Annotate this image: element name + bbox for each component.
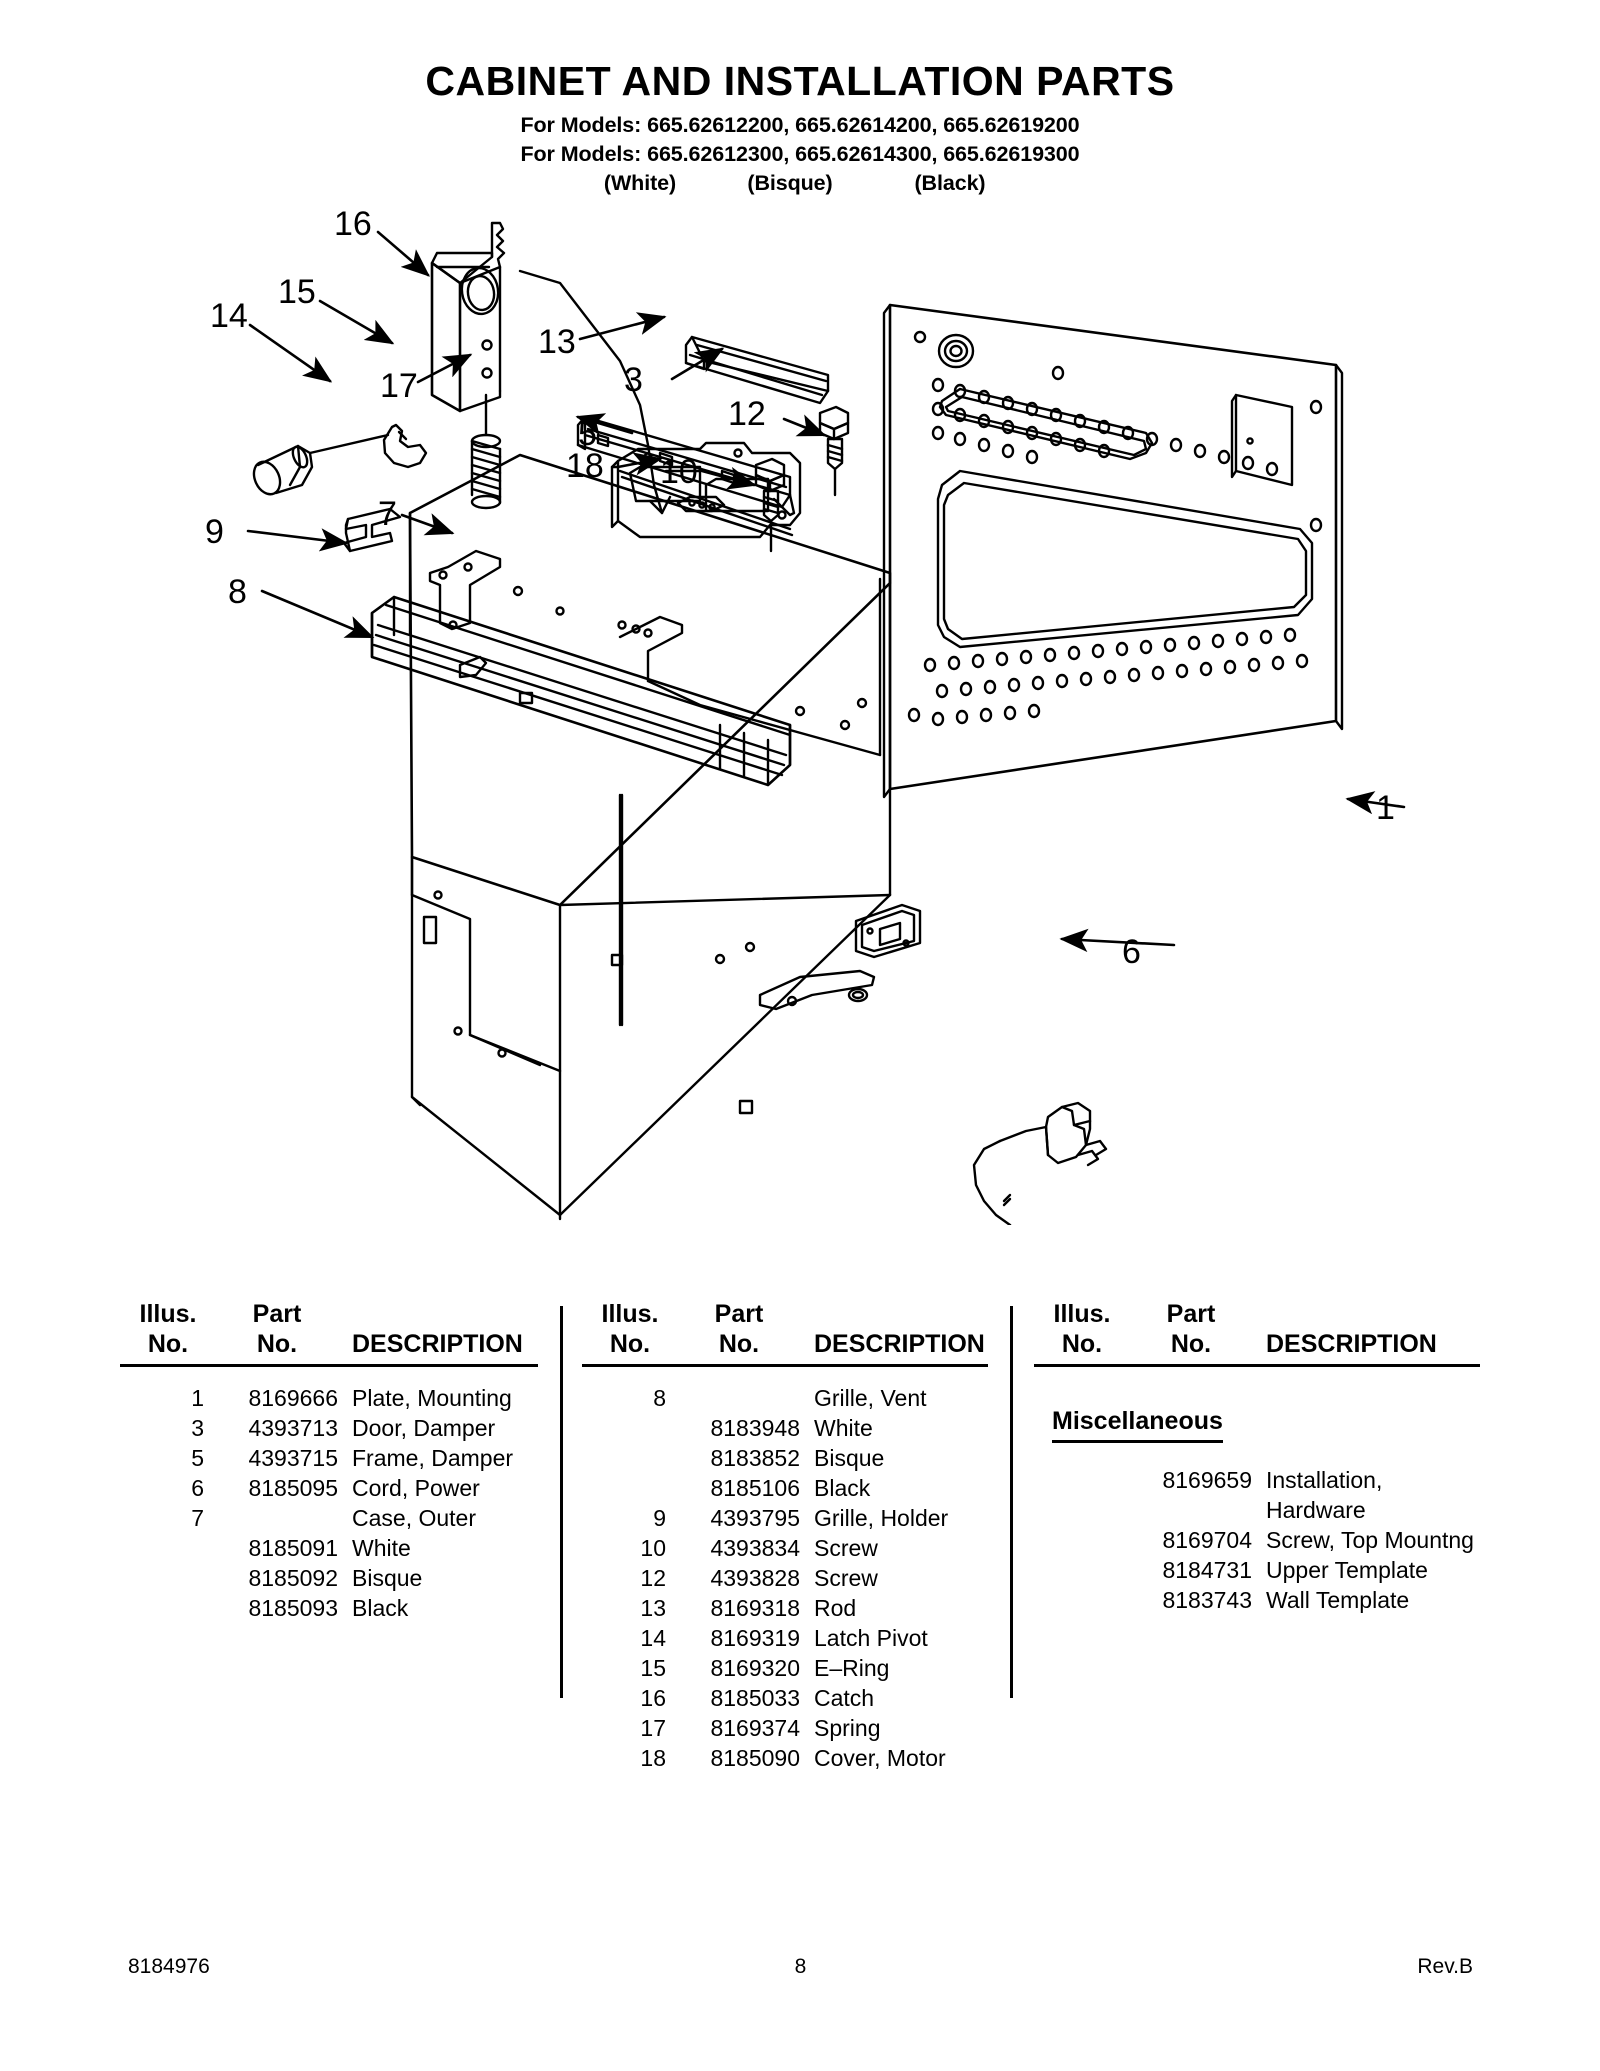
leader-12 bbox=[784, 419, 824, 435]
cell-part-no: 4393715 bbox=[248, 1445, 338, 1471]
table-row bbox=[1034, 1495, 1480, 1525]
cell-part-no: 8185106 bbox=[710, 1475, 800, 1501]
cell-part-no: 8169659 bbox=[1162, 1467, 1252, 1493]
header-illus-3: Illus. bbox=[1053, 1300, 1111, 1328]
table-header-2 bbox=[582, 1300, 988, 1359]
cell-part-no: 8185090 bbox=[710, 1745, 800, 1771]
cell-illus-no: 3 bbox=[191, 1415, 204, 1441]
cell-part-no: 8169318 bbox=[710, 1595, 800, 1621]
cell-description: Screw, Top Mountng bbox=[1266, 1527, 1474, 1553]
table-row bbox=[582, 1683, 988, 1713]
table-row bbox=[582, 1443, 988, 1473]
leader-6 bbox=[1062, 939, 1174, 945]
finish-legend bbox=[0, 171, 1600, 196]
table-row bbox=[120, 1383, 538, 1413]
cell-description: Wall Template bbox=[1266, 1587, 1410, 1613]
table-row bbox=[120, 1473, 538, 1503]
table-row bbox=[120, 1443, 538, 1473]
table-header-3 bbox=[1034, 1300, 1480, 1359]
parts-rows-1 bbox=[120, 1383, 538, 1623]
part-power-cord-6 bbox=[974, 1103, 1106, 1225]
cell-illus-no bbox=[120, 1593, 216, 1623]
cell-description: Screw bbox=[814, 1565, 878, 1591]
cell-description: Hardware bbox=[1266, 1497, 1366, 1523]
cell-illus-no: 6 bbox=[191, 1475, 204, 1501]
cell-part-no: 8169374 bbox=[710, 1715, 800, 1741]
finish-bisque-label: (Bisque) bbox=[747, 171, 833, 196]
cell-description: Rod bbox=[814, 1595, 857, 1621]
parts-table-column-1 bbox=[120, 1300, 560, 1773]
callout-3-label: 3 bbox=[624, 361, 643, 399]
table-row bbox=[120, 1533, 538, 1563]
parts-table-column-3 bbox=[1010, 1300, 1480, 1773]
models-line-1: For Models: 665.62612200, 665.62614200, 665.62619200 bbox=[520, 113, 1080, 138]
cell-illus-no bbox=[582, 1443, 678, 1473]
cell-illus-no bbox=[1034, 1495, 1130, 1525]
parts-rows-3 bbox=[1034, 1465, 1480, 1615]
miscellaneous-heading: Miscellaneous bbox=[1052, 1407, 1223, 1443]
part-e-ring-15 bbox=[384, 425, 426, 467]
cell-description: White bbox=[814, 1415, 873, 1441]
table-row bbox=[582, 1743, 988, 1773]
cell-illus-no bbox=[120, 1563, 216, 1593]
cell-illus-no bbox=[120, 1533, 216, 1563]
cell-part-no: 8183743 bbox=[1162, 1587, 1252, 1613]
cell-part-no: 8183948 bbox=[710, 1415, 800, 1441]
cell-description: Upper Template bbox=[1266, 1557, 1428, 1583]
cell-illus-no bbox=[1034, 1555, 1130, 1585]
cell-description: Cord, Power bbox=[352, 1475, 480, 1501]
part-latch-pivot-14 bbox=[249, 435, 388, 498]
callout-16-label: 16 bbox=[334, 205, 372, 243]
footer-doc-number: 8184976 bbox=[128, 1955, 210, 1978]
footer-revision: Rev.B bbox=[1417, 1955, 1473, 1978]
finish-black-label: (Black) bbox=[914, 171, 986, 196]
header-part-3: Part bbox=[1166, 1300, 1216, 1328]
callout-10-label: 10 bbox=[660, 453, 698, 491]
cell-illus-no: 5 bbox=[191, 1445, 204, 1471]
callout-5-label: 5 bbox=[578, 415, 597, 453]
cell-part-no: 8185091 bbox=[248, 1535, 338, 1561]
table-row bbox=[582, 1593, 988, 1623]
cell-part-no: 8185095 bbox=[248, 1475, 338, 1501]
cell-part-no: 4393713 bbox=[248, 1415, 338, 1441]
table-row bbox=[1034, 1465, 1480, 1495]
page-footer bbox=[128, 1955, 1473, 1979]
cell-description: Bisque bbox=[352, 1565, 423, 1591]
cell-description: Case, Outer bbox=[352, 1505, 476, 1531]
header-rule-2 bbox=[582, 1364, 988, 1367]
leader-13 bbox=[580, 317, 664, 339]
table-row bbox=[582, 1383, 988, 1413]
part-damper-door-3 bbox=[686, 337, 828, 403]
header-part-no-2: No. bbox=[718, 1329, 760, 1358]
callout-8-label: 8 bbox=[228, 573, 247, 611]
part-outer-case-7 bbox=[410, 455, 920, 1219]
cell-illus-no: 9 bbox=[653, 1505, 666, 1531]
leader-17 bbox=[418, 355, 470, 382]
cell-part-no bbox=[678, 1383, 800, 1413]
table-row bbox=[582, 1653, 988, 1683]
cell-part-no: 4393795 bbox=[710, 1505, 800, 1531]
cell-description: Installation, bbox=[1266, 1467, 1383, 1493]
header-rule-1 bbox=[120, 1364, 538, 1367]
header-part-1: Part bbox=[252, 1300, 302, 1328]
part-mounting-plate-1 bbox=[884, 305, 1342, 797]
page-title: CABINET AND INSTALLATION PARTS bbox=[425, 58, 1175, 104]
cell-part-no bbox=[1130, 1495, 1252, 1525]
cell-part-no: 4393828 bbox=[710, 1565, 800, 1591]
cell-description: Black bbox=[352, 1595, 409, 1621]
leader-14 bbox=[250, 325, 330, 381]
cell-part-no: 8169319 bbox=[710, 1625, 800, 1651]
part-screw-12 bbox=[820, 407, 848, 495]
cell-part-no: 8184731 bbox=[1162, 1557, 1252, 1583]
cell-part-no: 8185092 bbox=[248, 1565, 338, 1591]
cell-part-no: 4393834 bbox=[710, 1535, 800, 1561]
table-row bbox=[120, 1563, 538, 1593]
callout-17-label: 17 bbox=[380, 367, 418, 405]
parts-rows-2 bbox=[582, 1383, 988, 1773]
table-row bbox=[582, 1413, 988, 1443]
cell-description: Cover, Motor bbox=[814, 1745, 946, 1771]
cell-description: Black bbox=[814, 1475, 871, 1501]
header-description-1: DESCRIPTION bbox=[352, 1329, 523, 1358]
callout-14-label: 14 bbox=[210, 297, 248, 335]
table-row bbox=[582, 1533, 988, 1563]
cell-part-no: 8185093 bbox=[248, 1595, 338, 1621]
leader-lines bbox=[248, 232, 1404, 945]
table-row bbox=[582, 1623, 988, 1653]
cell-illus-no: 12 bbox=[640, 1565, 666, 1591]
cell-illus-no: 10 bbox=[640, 1535, 666, 1561]
header-rule-3 bbox=[1034, 1364, 1480, 1367]
callout-1-label: 1 bbox=[1376, 789, 1395, 827]
cell-part-no: 8169666 bbox=[248, 1385, 338, 1411]
cell-illus-no bbox=[1034, 1525, 1130, 1555]
table-row bbox=[582, 1713, 988, 1743]
table-row bbox=[120, 1593, 538, 1623]
cell-description: Grille, Holder bbox=[814, 1505, 949, 1531]
cell-illus-no: 13 bbox=[640, 1595, 666, 1621]
cell-part-no: 8169320 bbox=[710, 1655, 800, 1681]
diagram-svg bbox=[0, 195, 1600, 1225]
parts-table-column-2 bbox=[560, 1300, 1010, 1773]
cell-illus-no bbox=[582, 1473, 678, 1503]
models-line-2: For Models: 665.62612300, 665.62614300, 665.62619300 bbox=[520, 141, 1080, 166]
cell-part-no: 8185033 bbox=[710, 1685, 800, 1711]
header-illus-no-3: No. bbox=[1061, 1329, 1103, 1358]
cell-description: Latch Pivot bbox=[814, 1625, 928, 1651]
cell-illus-no: 7 bbox=[191, 1505, 204, 1531]
cell-illus-no: 16 bbox=[640, 1685, 666, 1711]
finish-white-label: (White) bbox=[603, 171, 677, 196]
table-row bbox=[1034, 1555, 1480, 1585]
header-illus-1: Illus. bbox=[139, 1300, 197, 1328]
leader-16 bbox=[378, 232, 428, 275]
cell-illus-no bbox=[582, 1413, 678, 1443]
header-description-2: DESCRIPTION bbox=[814, 1329, 985, 1358]
callout-18-label: 18 bbox=[566, 447, 604, 485]
cell-illus-no: 1 bbox=[191, 1385, 204, 1411]
cell-description: Spring bbox=[814, 1715, 881, 1741]
header-part-2: Part bbox=[714, 1300, 764, 1328]
header-description-3: DESCRIPTION bbox=[1266, 1329, 1437, 1358]
cell-illus-no: 8 bbox=[653, 1385, 666, 1411]
part-spring-17 bbox=[472, 395, 500, 508]
exploded-parts-diagram bbox=[0, 195, 1600, 1225]
callout-15-label: 15 bbox=[278, 273, 316, 311]
callout-9-label: 9 bbox=[205, 513, 224, 551]
cell-illus-no bbox=[1034, 1465, 1130, 1495]
cell-description: Plate, Mounting bbox=[352, 1385, 512, 1411]
table-row bbox=[582, 1503, 988, 1533]
cell-part-no: 8183852 bbox=[710, 1445, 800, 1471]
leader-8 bbox=[262, 591, 372, 637]
cell-illus-no: 14 bbox=[640, 1625, 666, 1651]
leader-9 bbox=[248, 531, 346, 543]
callout-13-label: 13 bbox=[538, 323, 576, 361]
parts-tables bbox=[120, 1300, 1490, 1773]
page-header bbox=[0, 60, 1600, 196]
part-catch-16 bbox=[432, 223, 504, 411]
table-row bbox=[1034, 1585, 1480, 1615]
cell-description: White bbox=[352, 1535, 411, 1561]
header-illus-2: Illus. bbox=[601, 1300, 659, 1328]
cell-description: Catch bbox=[814, 1685, 875, 1711]
table-row bbox=[582, 1563, 988, 1593]
cell-illus-no bbox=[1034, 1585, 1130, 1615]
footer-page-number: 8 bbox=[794, 1955, 807, 1978]
cell-description: E–Ring bbox=[814, 1655, 890, 1681]
callout-7-label: 7 bbox=[378, 495, 397, 533]
cell-part-no: 8169704 bbox=[1162, 1527, 1252, 1553]
table-row bbox=[1034, 1525, 1480, 1555]
header-illus-no-2: No. bbox=[609, 1329, 651, 1358]
cell-description: Door, Damper bbox=[352, 1415, 496, 1441]
header-part-no-3: No. bbox=[1170, 1329, 1212, 1358]
cell-description: Screw bbox=[814, 1535, 878, 1561]
table-row bbox=[582, 1473, 988, 1503]
table-header-1 bbox=[120, 1300, 538, 1359]
cell-description: Bisque bbox=[814, 1445, 885, 1471]
header-part-no-1: No. bbox=[256, 1329, 298, 1358]
cell-illus-no: 18 bbox=[640, 1745, 666, 1771]
cell-description: Frame, Damper bbox=[352, 1445, 514, 1471]
cell-illus-no: 17 bbox=[640, 1715, 666, 1741]
part-vent-grille-8 bbox=[372, 597, 790, 785]
callout-6-label: 6 bbox=[1122, 933, 1141, 971]
cell-illus-no: 15 bbox=[640, 1655, 666, 1681]
cell-part-no bbox=[216, 1503, 338, 1533]
diagram-callout-numbers bbox=[205, 205, 1395, 971]
header-illus-no-1: No. bbox=[147, 1329, 189, 1358]
callout-12-label: 12 bbox=[728, 395, 766, 433]
leader-15 bbox=[320, 301, 392, 343]
table-row bbox=[120, 1503, 538, 1533]
cell-description: Grille, Vent bbox=[814, 1385, 927, 1411]
table-row bbox=[120, 1413, 538, 1443]
